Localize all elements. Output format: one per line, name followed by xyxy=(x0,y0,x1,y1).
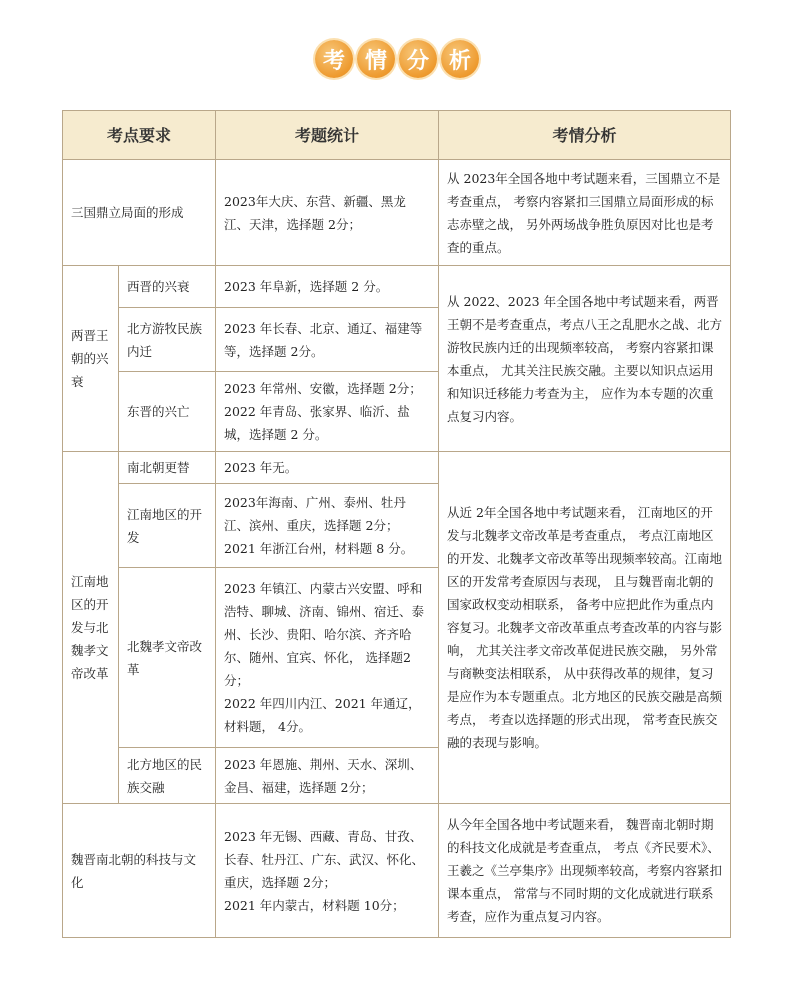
analysis-cell: 从 2023年全国各地中考试题来看，三国鼎立不是考查重点， 考察内容紧扣三国鼎立局面形成的标志赤壁之战， 另外两场战争胜负原因对比也是考查的重点。 xyxy=(439,160,731,266)
table-row xyxy=(63,804,731,938)
requirement-cell: 三国鼎立局面的形成 xyxy=(63,160,216,266)
sub-topic-cell: 北方游牧民族内迁 xyxy=(119,308,216,372)
stat-line: 2021 年浙江台州，材料题 8 分。 xyxy=(224,541,414,556)
requirement-cell: 魏晋南北朝的科技与文化 xyxy=(63,804,216,938)
sub-topic-cell: 江南地区的开发 xyxy=(119,484,216,568)
sub-topic-cell: 北魏孝文帝改革 xyxy=(119,568,216,748)
stat-line: 2023 年镇江、内蒙古兴安盟、呼和浩特、聊城、济南、锦州、宿迁、泰州、长沙、贵阳、哈尔滨、齐齐哈尔、随州、宜宾、怀化， 选择题2分； xyxy=(224,581,425,688)
table-row xyxy=(63,452,731,484)
stat-line: 2021 年内蒙古，材料题 10分； xyxy=(224,897,405,913)
sub-topic-cell: 南北朝更替 xyxy=(119,452,216,484)
statistics-cell: 2023 年阜新，选择题 2 分。 xyxy=(216,266,439,308)
header-statistics: 考题统计 xyxy=(216,111,439,160)
analysis-cell: 从 2022、2023 年全国各地中考试题来看，两晋王朝不是考查重点，考点八王之乱肥水之战、北方游牧民族内迁的出现频率较高， 考察内容紧扣课本重点， 尤其关注民族交融。主要以知识点运用和知识迁移能力考查为主， 应作为本专题的次重点复习内容。 xyxy=(439,266,731,452)
analysis-table xyxy=(62,110,731,938)
section-title xyxy=(0,40,794,78)
title-char: 析 xyxy=(441,40,479,78)
header-requirement: 考点要求 xyxy=(63,111,216,160)
sub-topic-cell: 西晋的兴衰 xyxy=(119,266,216,308)
sub-topic-cell: 东晋的兴亡 xyxy=(119,372,216,452)
table-row xyxy=(63,266,731,308)
statistics-cell xyxy=(216,804,439,938)
statistics-cell: 2023 年恩施、荆州、天水、深圳、金昌、福建，选择题 2分； xyxy=(216,748,439,804)
statistics-cell: 2023 年无。 xyxy=(216,452,439,484)
title-char: 考 xyxy=(315,40,353,78)
table-row xyxy=(63,160,731,266)
analysis-cell: 从近 2年全国各地中考试题来看， 江南地区的开发与北魏孝文帝改革是考查重点， 考点江南地区的开发、北魏孝文帝改革等出现频率较高。江南地区的开发常考查原因与表现， 且与魏晋南北朝的国家政权变动相联系， 备考中应把此作为重点内容复习。北魏孝文帝改革重点考查改革的内容与影响， 尤其关注孝文帝改革促进民族交融， 另外常与商鞅变法相联系， 从中获得改革的规律，复习是应作为本专题重点。北方地区的民族交融是高频考点， 考查以选择题的形式出现， 常考查民族交融的表现与影响。 xyxy=(439,452,731,804)
title-char: 分 xyxy=(399,40,437,78)
sub-topic-cell: 北方地区的民族交融 xyxy=(119,748,216,804)
stat-line: 2023 年常州、安徽，选择题 2分； xyxy=(224,381,422,396)
statistics-cell xyxy=(216,484,439,568)
group-cell: 两晋王朝的兴衰 xyxy=(63,266,119,452)
title-char: 情 xyxy=(357,40,395,78)
stat-line: 2022 年青岛、张家界、临沂、盐城，选择题 2 分。 xyxy=(224,404,410,442)
group-cell: 江南地区的开发与北魏孝文帝改革 xyxy=(63,452,119,804)
table-header-row xyxy=(63,111,731,160)
stat-line: 2023 年无锡、西藏、青岛、甘孜、长春、牡丹江、广东、武汉、怀化、重庆，选择题 2分； xyxy=(224,828,425,890)
statistics-cell: 2023 年长春、北京、通辽、福建等等，选择题 2分。 xyxy=(216,308,439,372)
header-analysis: 考情分析 xyxy=(439,111,731,160)
stat-line: 2023年海南、广州、泰州、牡丹江、滨州、重庆，选择题 2分； xyxy=(224,495,406,533)
statistics-cell xyxy=(216,568,439,748)
statistics-cell: 2023年大庆、东营、新疆、黑龙江、天津，选择题 2分； xyxy=(216,160,439,266)
stat-line: 2022 年四川内江、2021 年通辽，材料题， 4分。 xyxy=(224,696,421,734)
statistics-cell xyxy=(216,372,439,452)
analysis-cell: 从今年全国各地中考试题来看， 魏晋南北朝时期的科技文化成就是考查重点， 考点《齐民要术》、王羲之《兰亭集序》出现频率较高，考察内容紧扣课本重点， 常常与不同时期的文化成就进行联系考查，应作为重点复习内容。 xyxy=(439,804,731,938)
